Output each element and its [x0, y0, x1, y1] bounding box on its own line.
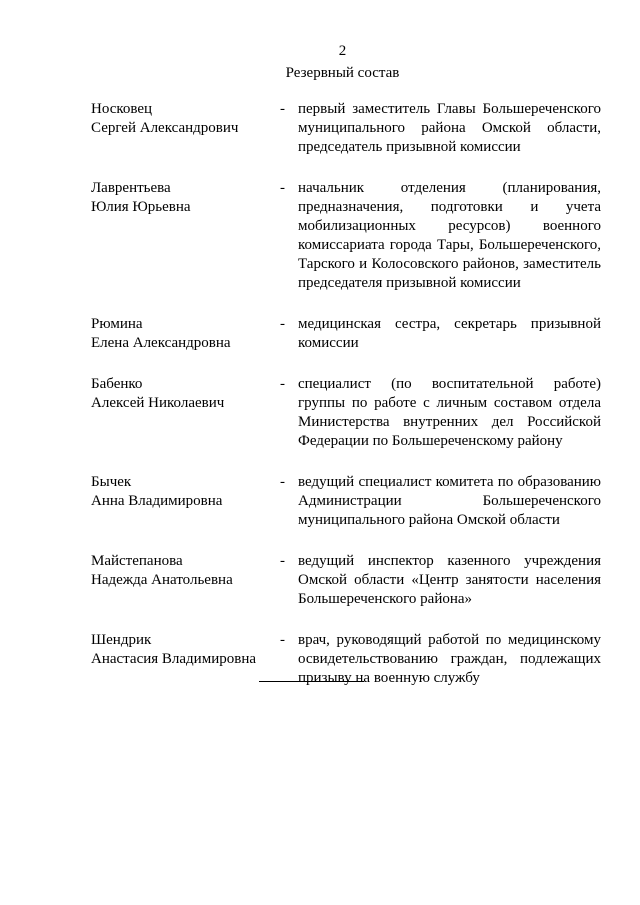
- member-entry: [91, 315, 601, 353]
- member-role: ведущий специалист комитета по образованию Администрации Большереченского муниципального района Омской области: [298, 474, 601, 528]
- member-separator: -: [280, 553, 285, 569]
- member-name: [91, 315, 280, 353]
- member-given-names: Елена Александровна: [91, 335, 231, 351]
- member-surname: Майстепанова: [91, 553, 183, 569]
- member-role: первый заместитель Главы Большереченского муниципального района Омской области, председатель призывной комиссии: [298, 101, 601, 155]
- member-role: медицинская сестра, секретарь призывной комиссии: [298, 316, 601, 351]
- member-entry: [91, 179, 601, 293]
- member-separator: -: [280, 316, 285, 332]
- member-separator: -: [280, 376, 285, 392]
- member-name: [91, 375, 280, 413]
- member-separator: -: [280, 474, 285, 490]
- member-given-names: Алексей Николаевич: [91, 395, 225, 411]
- end-rule: [259, 681, 364, 682]
- section-title: Резервный состав: [285, 65, 400, 81]
- page-number: 2: [338, 43, 347, 59]
- member-name: [91, 552, 280, 590]
- member-entry: [91, 631, 601, 688]
- member-given-names: Надежда Анатольевна: [91, 572, 233, 588]
- member-separator: -: [280, 101, 285, 117]
- member-role: начальник отделения (планирования, предназначения, подготовки и учета мобилизационных ресурсов) военного комиссариата города Тары, Большереченского, Тарского и Колосовского районов, заместитель председателя призывной комиссии: [298, 180, 601, 291]
- member-name: [91, 179, 280, 217]
- member-separator: -: [280, 180, 285, 196]
- members-list: [91, 100, 601, 710]
- member-surname: Рюмина: [91, 316, 143, 332]
- member-surname: Лаврентьева: [91, 180, 171, 196]
- member-role: ведущий инспектор казенного учреждения Омской области «Центр занятости населения Большереченского района»: [298, 553, 601, 607]
- member-entry: [91, 375, 601, 451]
- member-name: [91, 631, 280, 669]
- member-given-names: Сергей Александрович: [91, 120, 239, 136]
- member-given-names: Анна Владимировна: [91, 493, 223, 509]
- member-role: врач, руководящий работой по медицинскому освидетельствованию граждан, подлежащих призыву на военную службу: [298, 632, 601, 686]
- member-name: [91, 473, 280, 511]
- member-surname: Носковец: [91, 101, 153, 117]
- member-given-names: Анастасия Владимировна: [91, 651, 256, 667]
- member-given-names: Юлия Юрьевна: [91, 199, 191, 215]
- member-surname: Бабенко: [91, 376, 143, 392]
- member-surname: Бычек: [91, 474, 132, 490]
- member-role: специалист (по воспитательной работе) группы по работе с личным составом отдела Министерства внутренних дел Российской Федерации по Большереченскому району: [298, 376, 601, 449]
- member-entry: [91, 100, 601, 157]
- member-entry: [91, 552, 601, 609]
- member-entry: [91, 473, 601, 530]
- member-name: [91, 100, 280, 138]
- member-separator: -: [280, 632, 285, 648]
- member-surname: Шендрик: [91, 632, 152, 648]
